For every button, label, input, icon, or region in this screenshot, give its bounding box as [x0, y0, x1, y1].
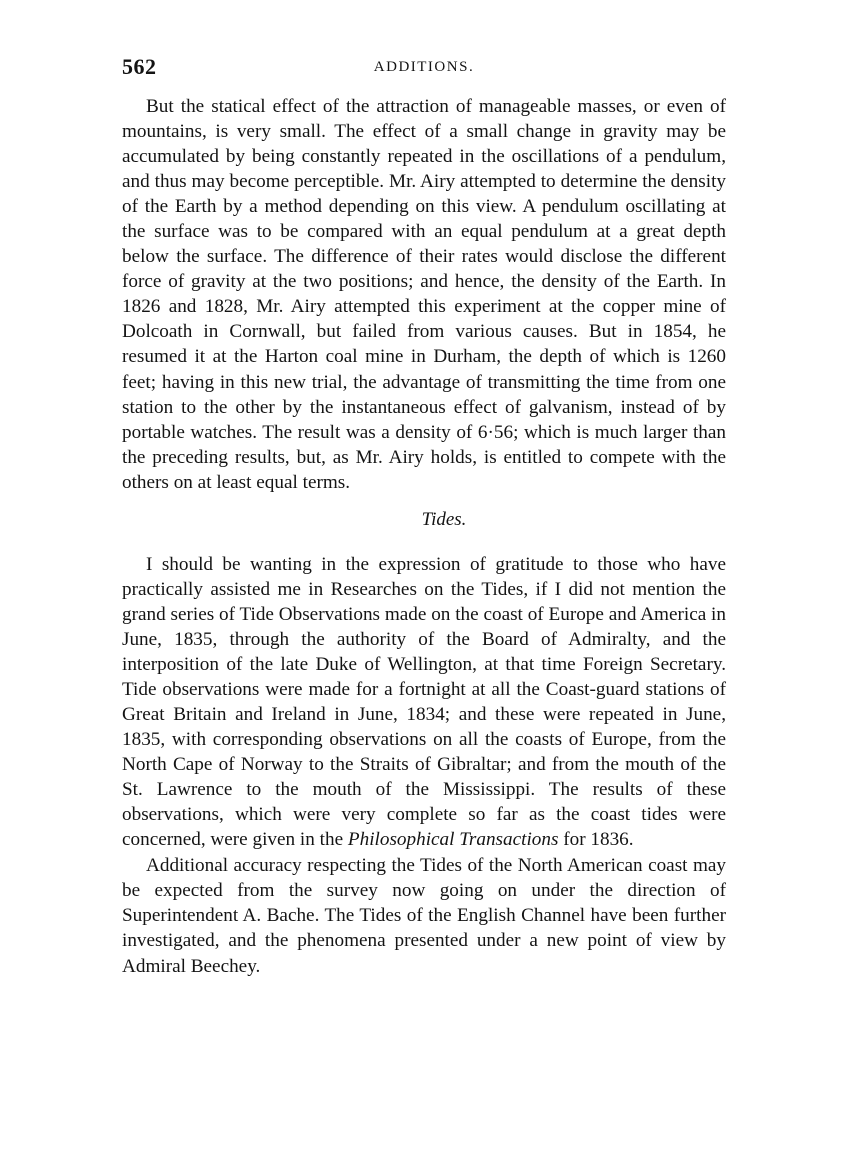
paragraph-tide-observations-text: I should be wanting in the expression of gratitude to those who have practically assisted me in Researches on the Tides, if I did not mention the grand series of Tide Observations made on the coast of Europe and America in June, 1835, through the authority of the Board of Admiralty, and the interposition of the late Duke of Wellington, at that time Foreign Secretary. Tide observations were made for a fortnight at all the Coast-guard stations of Great Britain and Ireland in June, 1834; and these were repeated in June, 1835, with corresponding observations on all the coasts of Europe, from the North Cape of Norway to the Straits of Gibraltar; and from the mouth of the St. Lawrence to the mouth of the Mississippi. The results of these observations, which were very complete so far as the coast tides were concerned, were given in the: [122, 553, 726, 851]
journal-title: Philosophical Transactions: [347, 829, 559, 851]
running-title: ADDITIONS.: [373, 59, 475, 75]
paragraph-tide-observations: [122, 552, 726, 853]
running-head: [122, 54, 726, 88]
section-heading-tides: Tides.: [421, 508, 467, 530]
page-number: 562: [122, 54, 157, 79]
paragraph-north-american-tides: Additional accuracy respecting the Tides of the North American coast may be expected from the survey now going on under the direction of Superintendent A. Bache. The Tides of the English Channel have been further investigated, and the phenomena presented under a new point of view by Admiral Beechey.: [122, 855, 726, 977]
paragraph-tide-observations-end: for 1836.: [563, 829, 634, 851]
paragraph-pendulum-density: But the statical effect of the attraction of manageable masses, or even of mountains, is very small. The effect of a small change in gravity may be accumulated by being constantly repeated in the oscillations of a pendulum, and thus may become perceptible. Mr. Airy attempted to determine the density of the Earth by a method depending on this view. A pendulum oscillating at the surface was to be compared with an equal pendulum at a great depth below the surface. The difference of their rates would disclose the different force of gravity at the two positions; and hence, the density of the Earth. In 1826 and 1828, Mr. Airy attempted this experiment at the copper mine of Dolcoath in Cornwall, but failed from various causes. But in 1854, he resumed it at the Harton coal mine in Durham, the depth of which is 1260 feet; having in this new trial, the advantage of transmitting the time from one station to the other by the instantaneous effect of galvanism, instead of by portable watches. The result was a density of 6·56; which is much larger than the preceding results, but, as Mr. Airy holds, is entitled to compete with the others on at least equal terms.: [122, 96, 726, 493]
book-page: [122, 54, 726, 979]
